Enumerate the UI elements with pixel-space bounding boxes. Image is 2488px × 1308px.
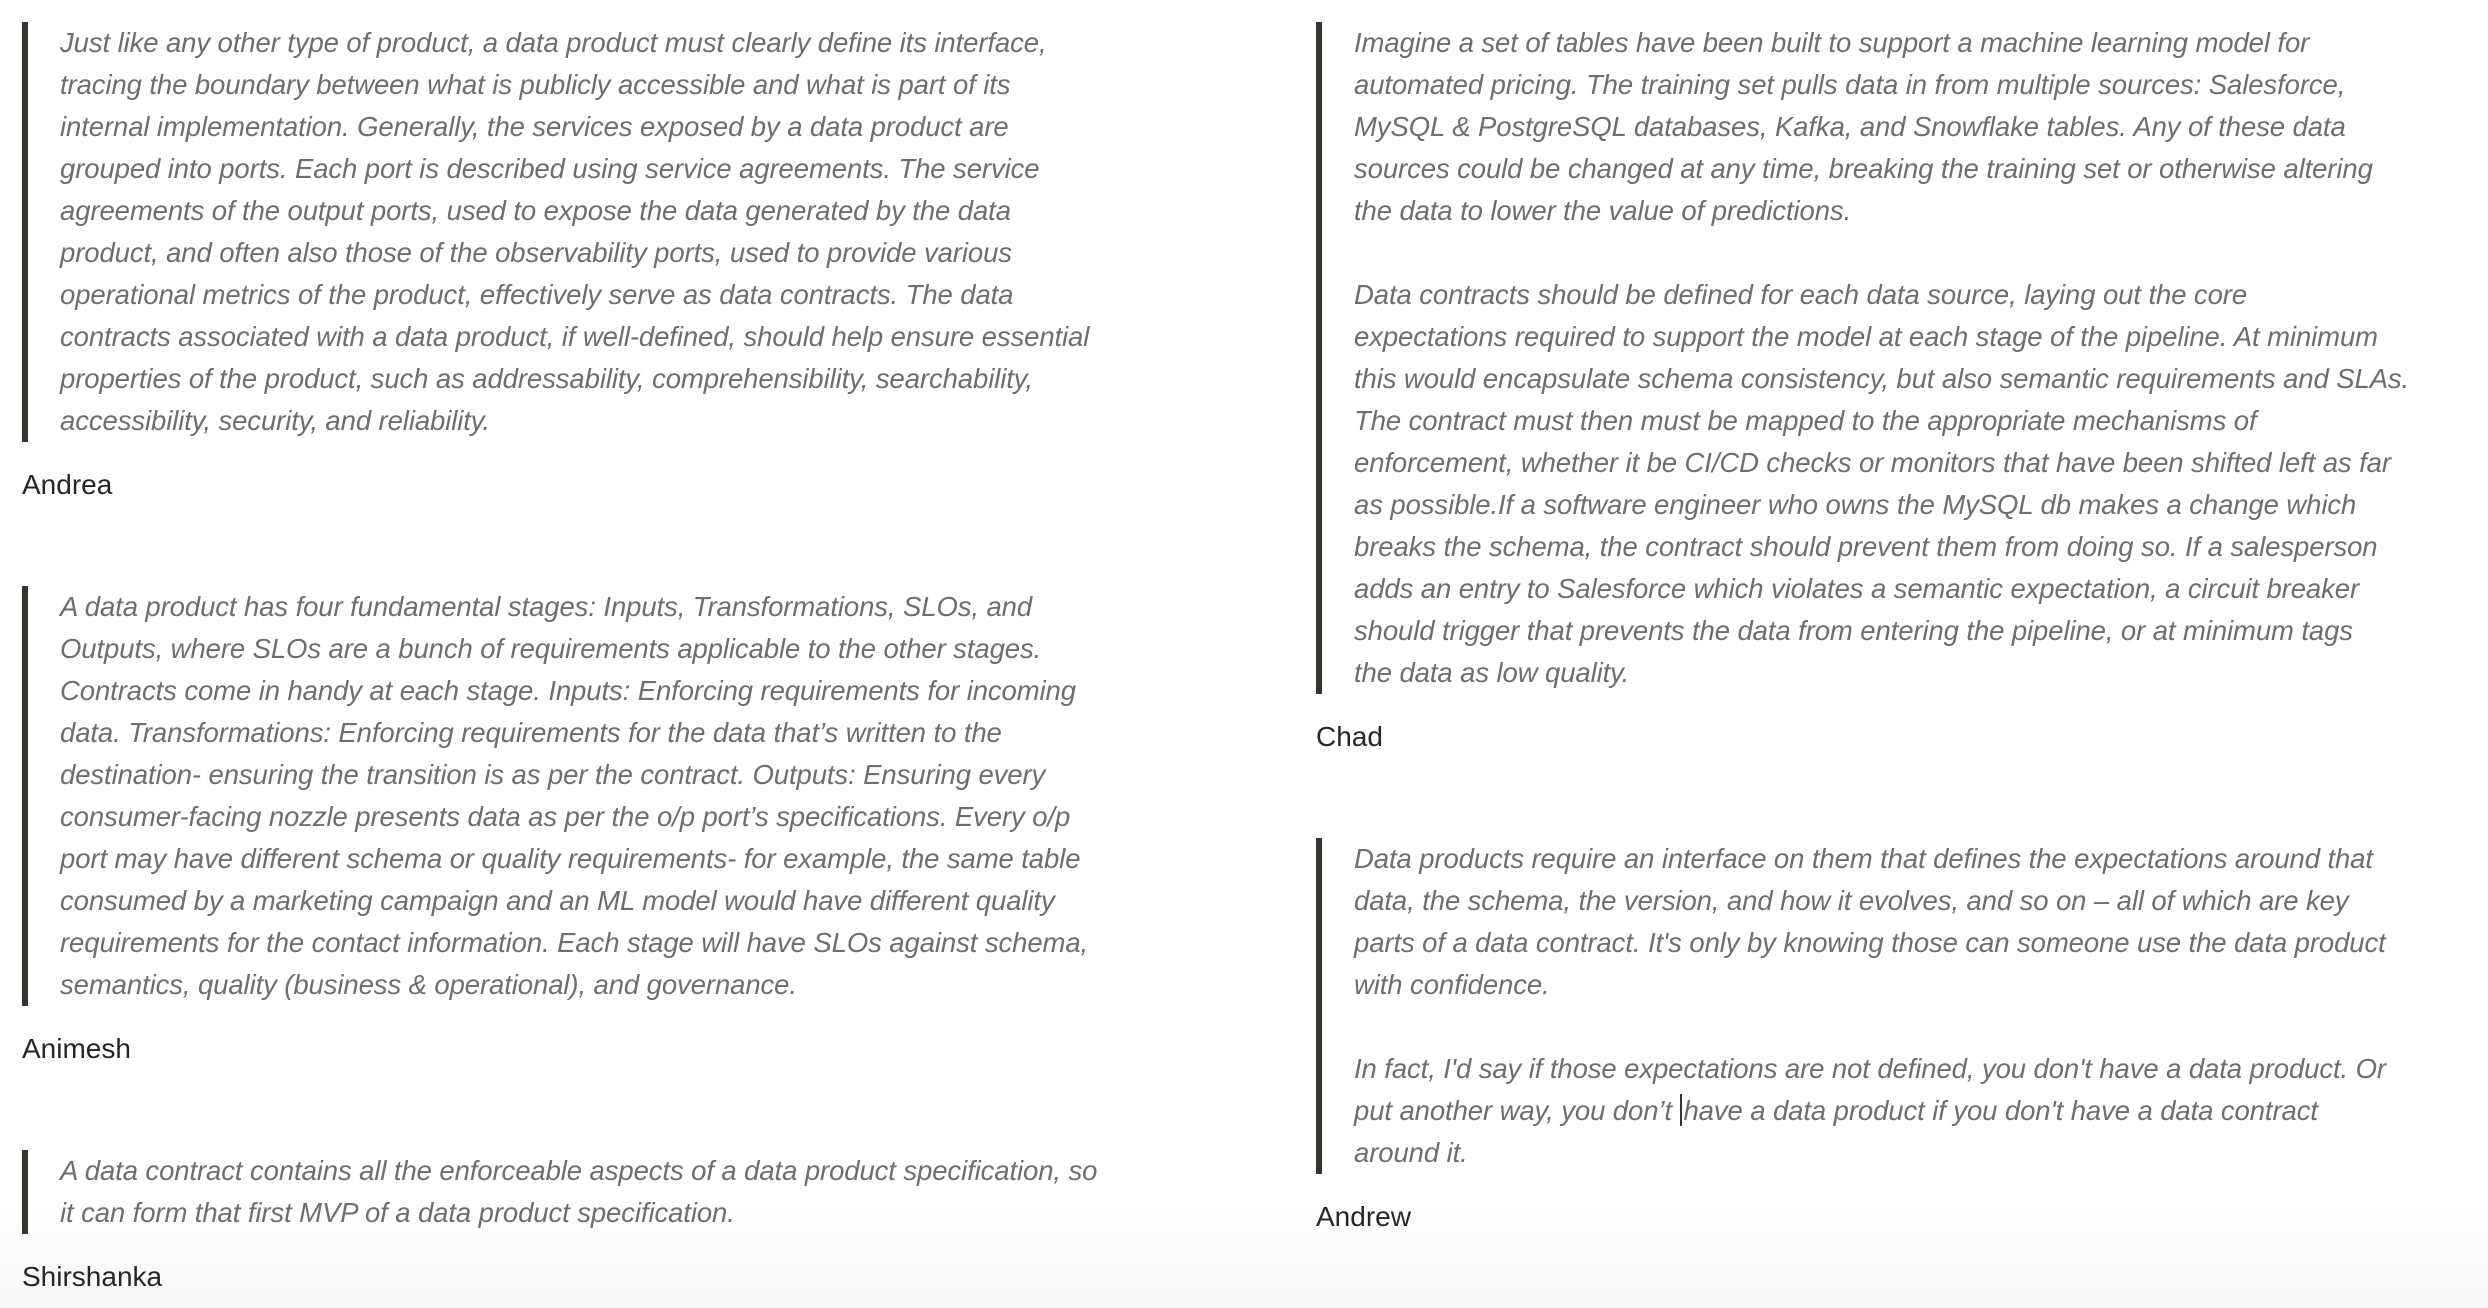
quote-line: accessibility, security, and reliability.: [60, 405, 490, 436]
quote-line: product, and often also those of the observability ports, used to provide various: [60, 237, 1012, 268]
quote-entry-andrew: [1316, 838, 2386, 1238]
author-name[interactable]: Shirshanka: [22, 1261, 163, 1292]
quote-line: contracts associated with a data product, if well-defined, should help ensure essential: [60, 321, 1090, 352]
paragraph-break: [1354, 1006, 2386, 1048]
quote-line: semantics, quality (business & operational), and governance.: [60, 969, 797, 1000]
quote-line: the data to lower the value of predictions.: [1354, 195, 1852, 226]
quote-entry-shirshanka: [22, 1150, 1097, 1298]
quote-line: Data products require an interface on them that defines the expectations around that: [1354, 843, 2373, 874]
quote-line: should trigger that prevents the data from entering the pipeline, or at minimum tags: [1354, 615, 2353, 646]
blockquote[interactable]: [22, 22, 1089, 442]
blockquote[interactable]: [1316, 22, 2409, 694]
quote-line: data. Transformations: Enforcing requirements for the data that’s written to the: [60, 717, 1002, 748]
quote-line-with-caret[interactable]: [1354, 1090, 2386, 1132]
author-name[interactable]: Andrew: [1316, 1201, 1411, 1232]
quote-line: grouped into ports. Each port is described using service agreements. The service: [60, 153, 1040, 184]
paragraph-break: [1354, 232, 2409, 274]
quote-line: consumed by a marketing campaign and an ML model would have different quality: [60, 885, 1055, 916]
quote-line: consumer-facing nozzle presents data as per the o/p port’s specifications. Every o/p: [60, 801, 1071, 832]
quote-line: this would encapsulate schema consistency, but also semantic requirements and SLAs.: [1354, 363, 2410, 394]
blockquote[interactable]: [1316, 838, 2386, 1174]
quote-line: Just like any other type of product, a data product must clearly define its interface,: [60, 27, 1047, 58]
quote-line: destination- ensuring the transition is as per the contract. Outputs: Ensuring every: [60, 759, 1046, 790]
quote-line: requirements for the contact information. Each stage will have SLOs against schema,: [60, 927, 1089, 958]
quote-line: it can form that first MVP of a data product specification.: [60, 1197, 735, 1228]
text-before-caret: put another way, you don’t: [1354, 1095, 1680, 1126]
quote-line: port may have different schema or quality requirements- for example, the same table: [60, 843, 1081, 874]
quote-line: adds an entry to Salesforce which violates a semantic expectation, a circuit breaker: [1354, 573, 2360, 604]
quote-line: properties of the product, such as addressability, comprehensibility, searchability,: [60, 363, 1033, 394]
quote-line: The contract must then must be mapped to the appropriate mechanisms of: [1354, 405, 2257, 436]
quote-line: agreements of the output ports, used to expose the data generated by the data: [60, 195, 1011, 226]
quote-line: In fact, I'd say if those expectations are not defined, you don't have a data product. Or: [1354, 1053, 2386, 1084]
quote-line: data, the schema, the version, and how it evolves, and so on – all of which are key: [1354, 885, 2349, 916]
quote-line: Data contracts should be defined for each data source, laying out the core: [1354, 279, 2248, 310]
quote-line: as possible.If a software engineer who owns the MySQL db makes a change which: [1354, 489, 2357, 520]
quote-line: A data contract contains all the enforceable aspects of a data product specification, so: [60, 1155, 1098, 1186]
author-name[interactable]: Andrea: [22, 469, 113, 500]
quote-line: Contracts come in handy at each stage. Inputs: Enforcing requirements for incoming: [60, 675, 1076, 706]
quote-line: breaks the schema, the contract should prevent them from doing so. If a salesperson: [1354, 531, 2378, 562]
quote-line: enforcement, whether it be CI/CD checks or monitors that have been shifted left as far: [1354, 447, 2391, 478]
quote-line: MySQL & PostgreSQL databases, Kafka, and Snowflake tables. Any of these data: [1354, 111, 2346, 142]
quote-line: parts of a data contract. It's only by knowing those can someone use the data product: [1354, 927, 2386, 958]
quote-entry-chad: [1316, 22, 2409, 758]
blockquote[interactable]: [22, 1150, 1097, 1234]
quote-line: with confidence.: [1354, 969, 1550, 1000]
blockquote[interactable]: [22, 586, 1088, 1006]
quote-line: automated pricing. The training set pulls data in from multiple sources: Salesforce,: [1354, 69, 2346, 100]
quote-line: expectations required to support the model at each stage of the pipeline. At minimum: [1354, 321, 2378, 352]
author-name[interactable]: Animesh: [22, 1033, 131, 1064]
quote-entry-andrea: [22, 22, 1089, 506]
quote-line: around it.: [1354, 1137, 1468, 1168]
quote-entry-animesh: [22, 586, 1088, 1070]
quote-line: sources could be changed at any time, breaking the training set or otherwise altering: [1354, 153, 2373, 184]
quote-line: tracing the boundary between what is publicly accessible and what is part of its: [60, 69, 1011, 100]
quote-line: operational metrics of the product, effectively serve as data contracts. The data: [60, 279, 1014, 310]
quote-line: Outputs, where SLOs are a bunch of requirements applicable to the other stages.: [60, 633, 1042, 664]
author-name[interactable]: Chad: [1316, 721, 1383, 752]
quote-line: internal implementation. Generally, the services exposed by a data product are: [60, 111, 1009, 142]
text-after-caret: have a data product if you don't have a data contract: [1683, 1095, 2318, 1126]
quote-line: A data product has four fundamental stages: Inputs, Transformations, SLOs, and: [60, 591, 1033, 622]
quote-line: Imagine a set of tables have been built to support a machine learning model for: [1354, 27, 2310, 58]
quote-line: the data as low quality.: [1354, 657, 1630, 688]
